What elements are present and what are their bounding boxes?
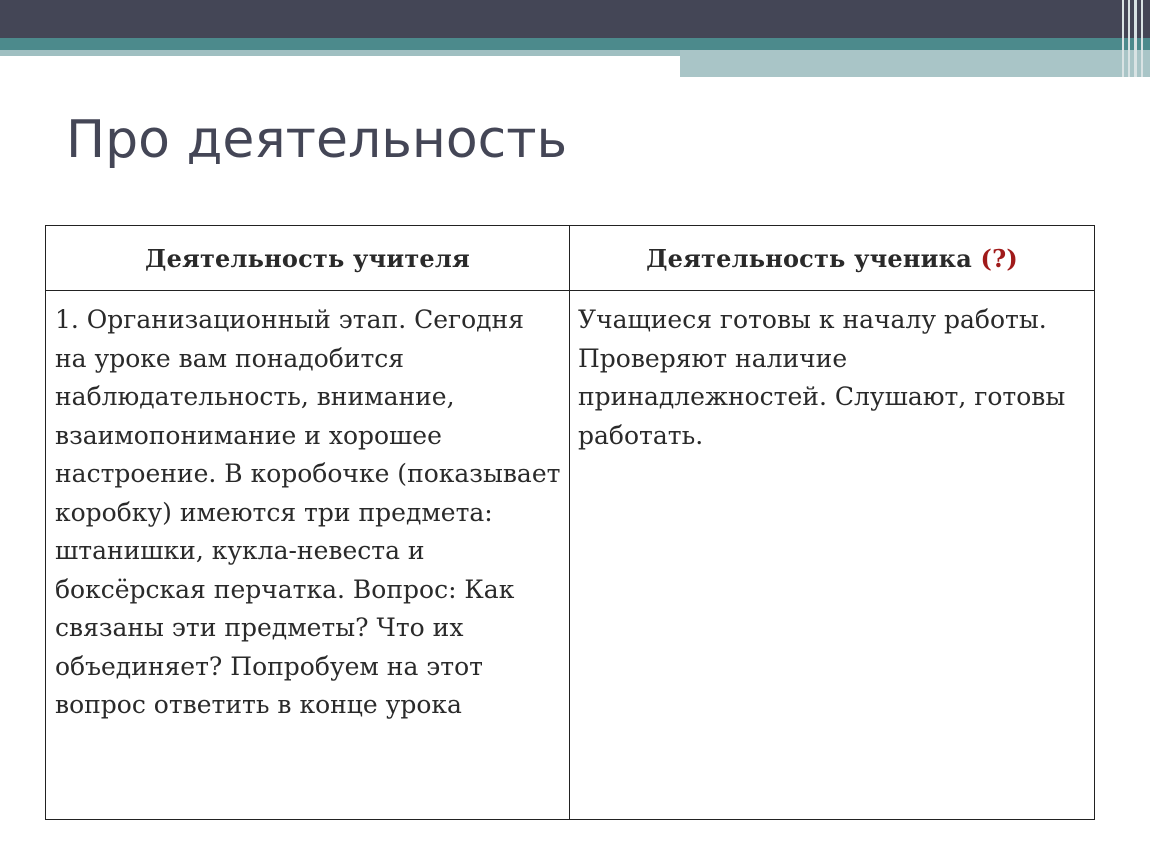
header-teacher-activity: Деятельность учителя <box>46 226 570 291</box>
activity-table <box>45 225 1095 820</box>
header-teal-band <box>0 38 1150 50</box>
table-header-row <box>46 226 1095 291</box>
slide-title: Про деятельность <box>66 110 568 170</box>
header-light-band-right <box>680 50 1150 77</box>
question-marker: (?) <box>980 243 1018 273</box>
header-student-activity <box>570 226 1095 291</box>
table-row <box>46 291 1095 820</box>
decorative-stripe <box>1128 0 1130 77</box>
header-student-label: Деятельность ученика <box>646 243 972 273</box>
header-light-band-left <box>0 50 680 56</box>
student-activity-cell: Учащиеся готовы к началу работы. Проверяют наличие принадлежностей. Слушают, готовы работать. <box>570 291 1095 820</box>
decorative-stripe <box>1122 0 1124 77</box>
decorative-stripe <box>1134 0 1137 77</box>
decorative-stripe <box>1141 0 1143 77</box>
teacher-activity-cell: 1. Организационный этап. Сегодня на уроке вам понадобится наблюдательность, внимание, взаимопонимание и хорошее настроение. В коробочке (показывает коробку) имеются три предмета: штанишки, кукла-невеста и боксёрская перчатка. Вопрос: Как связаны эти предметы? Что их объединяет? Попробуем на этот вопрос ответить в конце урока <box>46 291 570 820</box>
header-dark-band <box>0 0 1150 38</box>
